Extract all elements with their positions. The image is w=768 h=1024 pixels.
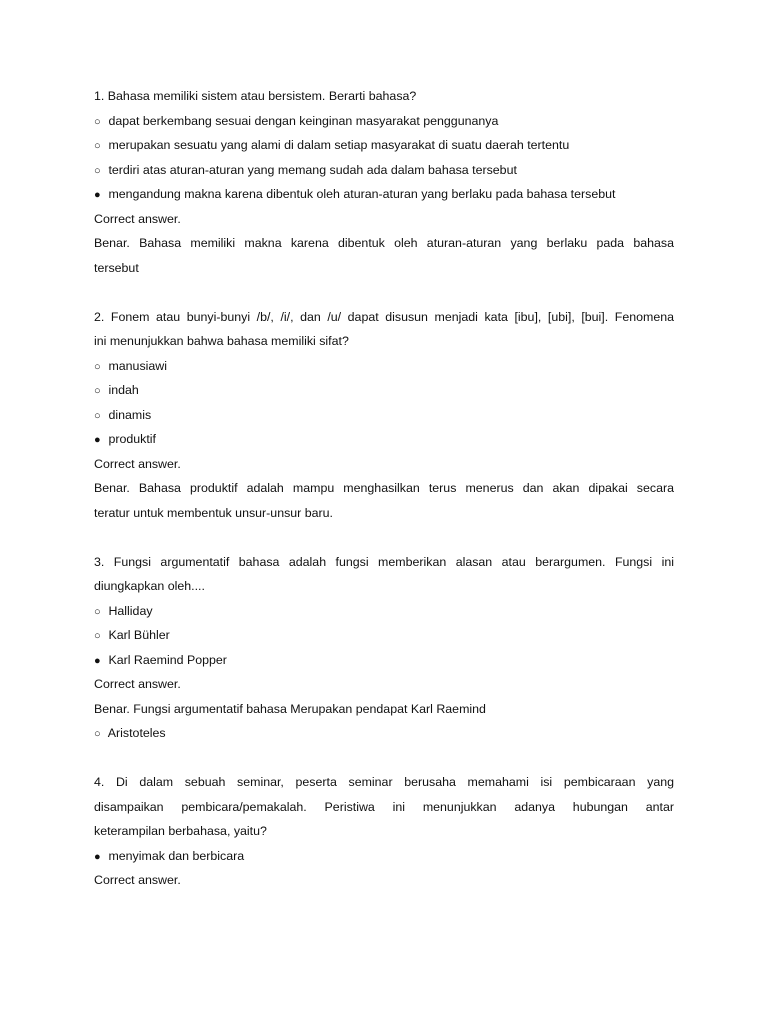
option-label: terdiri atas aturan-aturan yang memang sudah ada dalam bahasa tersebut [108, 162, 517, 177]
option-2a[interactable] [94, 354, 674, 379]
option-1a[interactable] [94, 109, 674, 134]
radio-empty-icon: ○ [94, 409, 101, 422]
question-1-text: 1. Bahasa memiliki sistem atau bersistem. Berarti bahasa? [94, 89, 417, 103]
spacer [94, 525, 674, 550]
spacer [94, 280, 674, 305]
option-label: mengandung makna karena dibentuk oleh aturan-aturan yang berlaku pada bahasa tersebut [108, 187, 616, 201]
explanation-line: teratur untuk membentuk unsur-unsur baru. [94, 505, 333, 520]
option-1b[interactable] [94, 133, 674, 158]
correct-answer-label: Correct answer. [94, 211, 181, 226]
explanation-line: Benar. Bahasa produktif adalah mampu menghasilkan terus menerus dan akan dipakai secara [94, 481, 674, 495]
radio-filled-icon: ● [94, 189, 101, 201]
radio-empty-icon: ○ [94, 140, 101, 152]
option-3d[interactable] [94, 721, 674, 746]
question-4-text: disampaikan pembicara/pemakalah. Peristiwa ini menunjukkan adanya hubungan antar [94, 799, 674, 814]
option-label: produktif [108, 432, 156, 446]
question-4-text: 4. Di dalam sebuah seminar, peserta seminar berusaha memahami isi pembicaraan yang [94, 775, 674, 789]
question-4-text: keterampilan berbahasa, yaitu? [94, 824, 267, 838]
option-label: Halliday [108, 603, 153, 618]
spacer [94, 746, 674, 771]
option-label: Karl Raemind Popper [108, 652, 227, 667]
radio-empty-icon: ○ [94, 385, 101, 397]
option-label: menyimak dan berbicara [108, 848, 245, 863]
question-2-text: 2. Fonem atau bunyi-bunyi /b/, /i/, dan /u/ dapat disusun menjadi kata [ibu], [ubi], [bui]. Fenomena [94, 309, 674, 324]
question-3-text: diungkapkan oleh.... [94, 579, 205, 593]
radio-empty-icon: ○ [94, 115, 101, 128]
option-2b[interactable] [94, 378, 674, 403]
radio-empty-icon: ○ [94, 605, 101, 618]
option-label: dapat berkembang sesuai dengan keinginan masyarakat penggunanya [108, 113, 499, 128]
radio-filled-icon: ● [94, 850, 101, 863]
radio-filled-icon: ● [94, 434, 101, 446]
radio-empty-icon: ○ [94, 630, 101, 642]
explanation-line: Benar. Fungsi argumentatif bahasa Merupakan pendapat Karl Raemind [94, 701, 486, 716]
radio-empty-icon: ○ [94, 164, 101, 177]
radio-filled-icon: ● [94, 654, 101, 667]
option-3c[interactable] [94, 648, 674, 673]
option-label: Aristoteles [107, 726, 166, 740]
option-label: merupakan sesuatu yang alami di dalam setiap masyarakat di suatu daerah tertentu [108, 138, 570, 152]
radio-empty-icon: ○ [94, 728, 101, 740]
correct-answer-label: Correct answer. [94, 456, 181, 471]
option-4a[interactable] [94, 844, 674, 869]
explanation-line: Benar. Bahasa memiliki makna karena dibentuk oleh aturan-aturan yang berlaku pada bahasa [94, 236, 674, 250]
option-2c[interactable] [94, 403, 674, 428]
explanation-line: tersebut [94, 260, 139, 275]
option-label: indah [108, 383, 139, 397]
question-3-text: 3. Fungsi argumentatif bahasa adalah fungsi memberikan alasan atau berargumen. Fungsi ini [94, 554, 674, 569]
option-3a[interactable] [94, 599, 674, 624]
correct-answer-label: Correct answer. [94, 873, 181, 887]
option-label: manusiawi [108, 358, 167, 373]
option-label: Karl Bühler [108, 628, 170, 642]
radio-empty-icon: ○ [94, 360, 101, 373]
option-3b[interactable] [94, 623, 674, 648]
option-2d[interactable] [94, 427, 674, 452]
option-label: dinamis [108, 407, 152, 422]
document-page [94, 84, 674, 893]
correct-answer-label: Correct answer. [94, 677, 181, 691]
option-1c[interactable] [94, 158, 674, 183]
question-2-text: ini menunjukkan bahwa bahasa memiliki sifat? [94, 334, 349, 348]
option-1d[interactable] [94, 182, 674, 207]
